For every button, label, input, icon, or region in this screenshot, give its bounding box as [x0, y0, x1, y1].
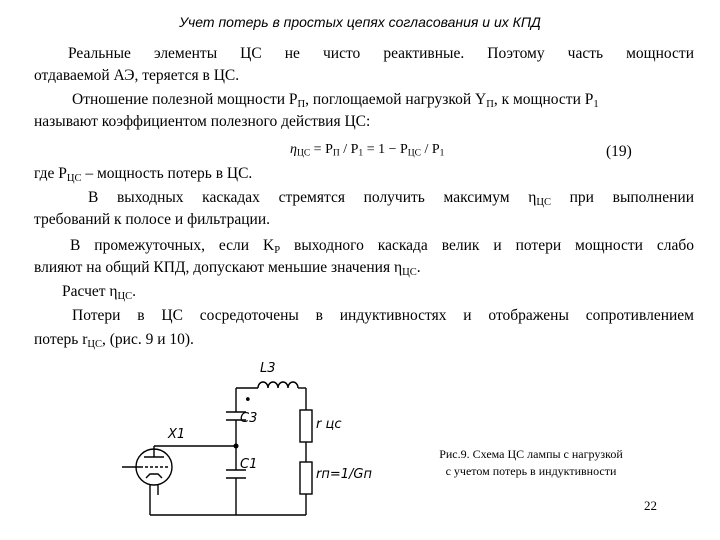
resistor-r-load	[300, 462, 312, 494]
label-c3: C3	[240, 411, 258, 426]
paragraph-5-line-2: влияют на общий КПД, допускают меньшие значения $\eta_{ЦС}$.	[34, 259, 421, 278]
tube-cathode	[146, 474, 162, 478]
caption-line-2: с учетом потерь в индуктивности	[445, 464, 617, 478]
paragraph-4-line-2: требований к полосе и фильтрации.	[34, 211, 270, 228]
caption-line-1: Рис.9. Схема ЦС лампы с нагрузкой	[439, 447, 623, 461]
paragraph-7-line-2: потерь $r_{ЦС}$, (рис. 9 и 10).	[34, 331, 194, 350]
label-c1: C1	[240, 457, 258, 472]
label-dot: •	[244, 393, 252, 408]
matching-circuit-diagram	[110, 350, 400, 525]
inductor-l3	[258, 382, 298, 388]
junction-dot	[234, 444, 239, 449]
paragraph-1-line-2: отдаваемой АЭ, теряется в ЦС.	[34, 67, 240, 84]
paragraph-5-line-1: В промежуточных, если $K_P$ выходного каскада велик и потери мощности слабо	[70, 237, 694, 256]
efficiency-formula: $\eta_{ЦС} = P_П / P_1 = 1 - P_{ЦС} / P_1$	[290, 142, 445, 159]
paragraph-7-line-1: Потери в ЦС сосредоточены в индуктивностях и отображены сопротивлением	[72, 307, 694, 324]
paragraph-6: Расчет $\eta_{ЦС}$.	[62, 283, 137, 302]
figure-caption	[416, 446, 646, 480]
paragraph-2-line-1: Отношение полезной мощности $P_П$, поглощаемой нагрузкой $Y_П$, к мощности $P_1$	[72, 91, 599, 110]
equation-number: (19)	[606, 143, 632, 160]
slide-title: Учет потерь в простых цепях согласования и их КПД	[179, 14, 541, 30]
paragraph-4-line-1: В выходных каскадах стремятся получить максимум $\eta_{ЦС}$ при выполнении	[88, 189, 694, 208]
label-x1: X1	[168, 427, 186, 442]
label-r-loss: r цс	[316, 417, 342, 432]
paragraph-3: где $P_{ЦС}$ – мощность потерь в ЦС.	[34, 165, 253, 184]
paragraph-1-line-1: Реальные элементы ЦС не чисто реактивные. Поэтому часть мощности	[68, 45, 694, 62]
resistor-r-loss	[300, 410, 312, 442]
page-number: 22	[644, 498, 657, 513]
paragraph-2-line-2: называют коэффициентом полезного действия ЦС:	[34, 113, 371, 130]
label-l3: L3	[260, 361, 276, 376]
label-r-load: rп=1/Gп	[316, 467, 372, 482]
